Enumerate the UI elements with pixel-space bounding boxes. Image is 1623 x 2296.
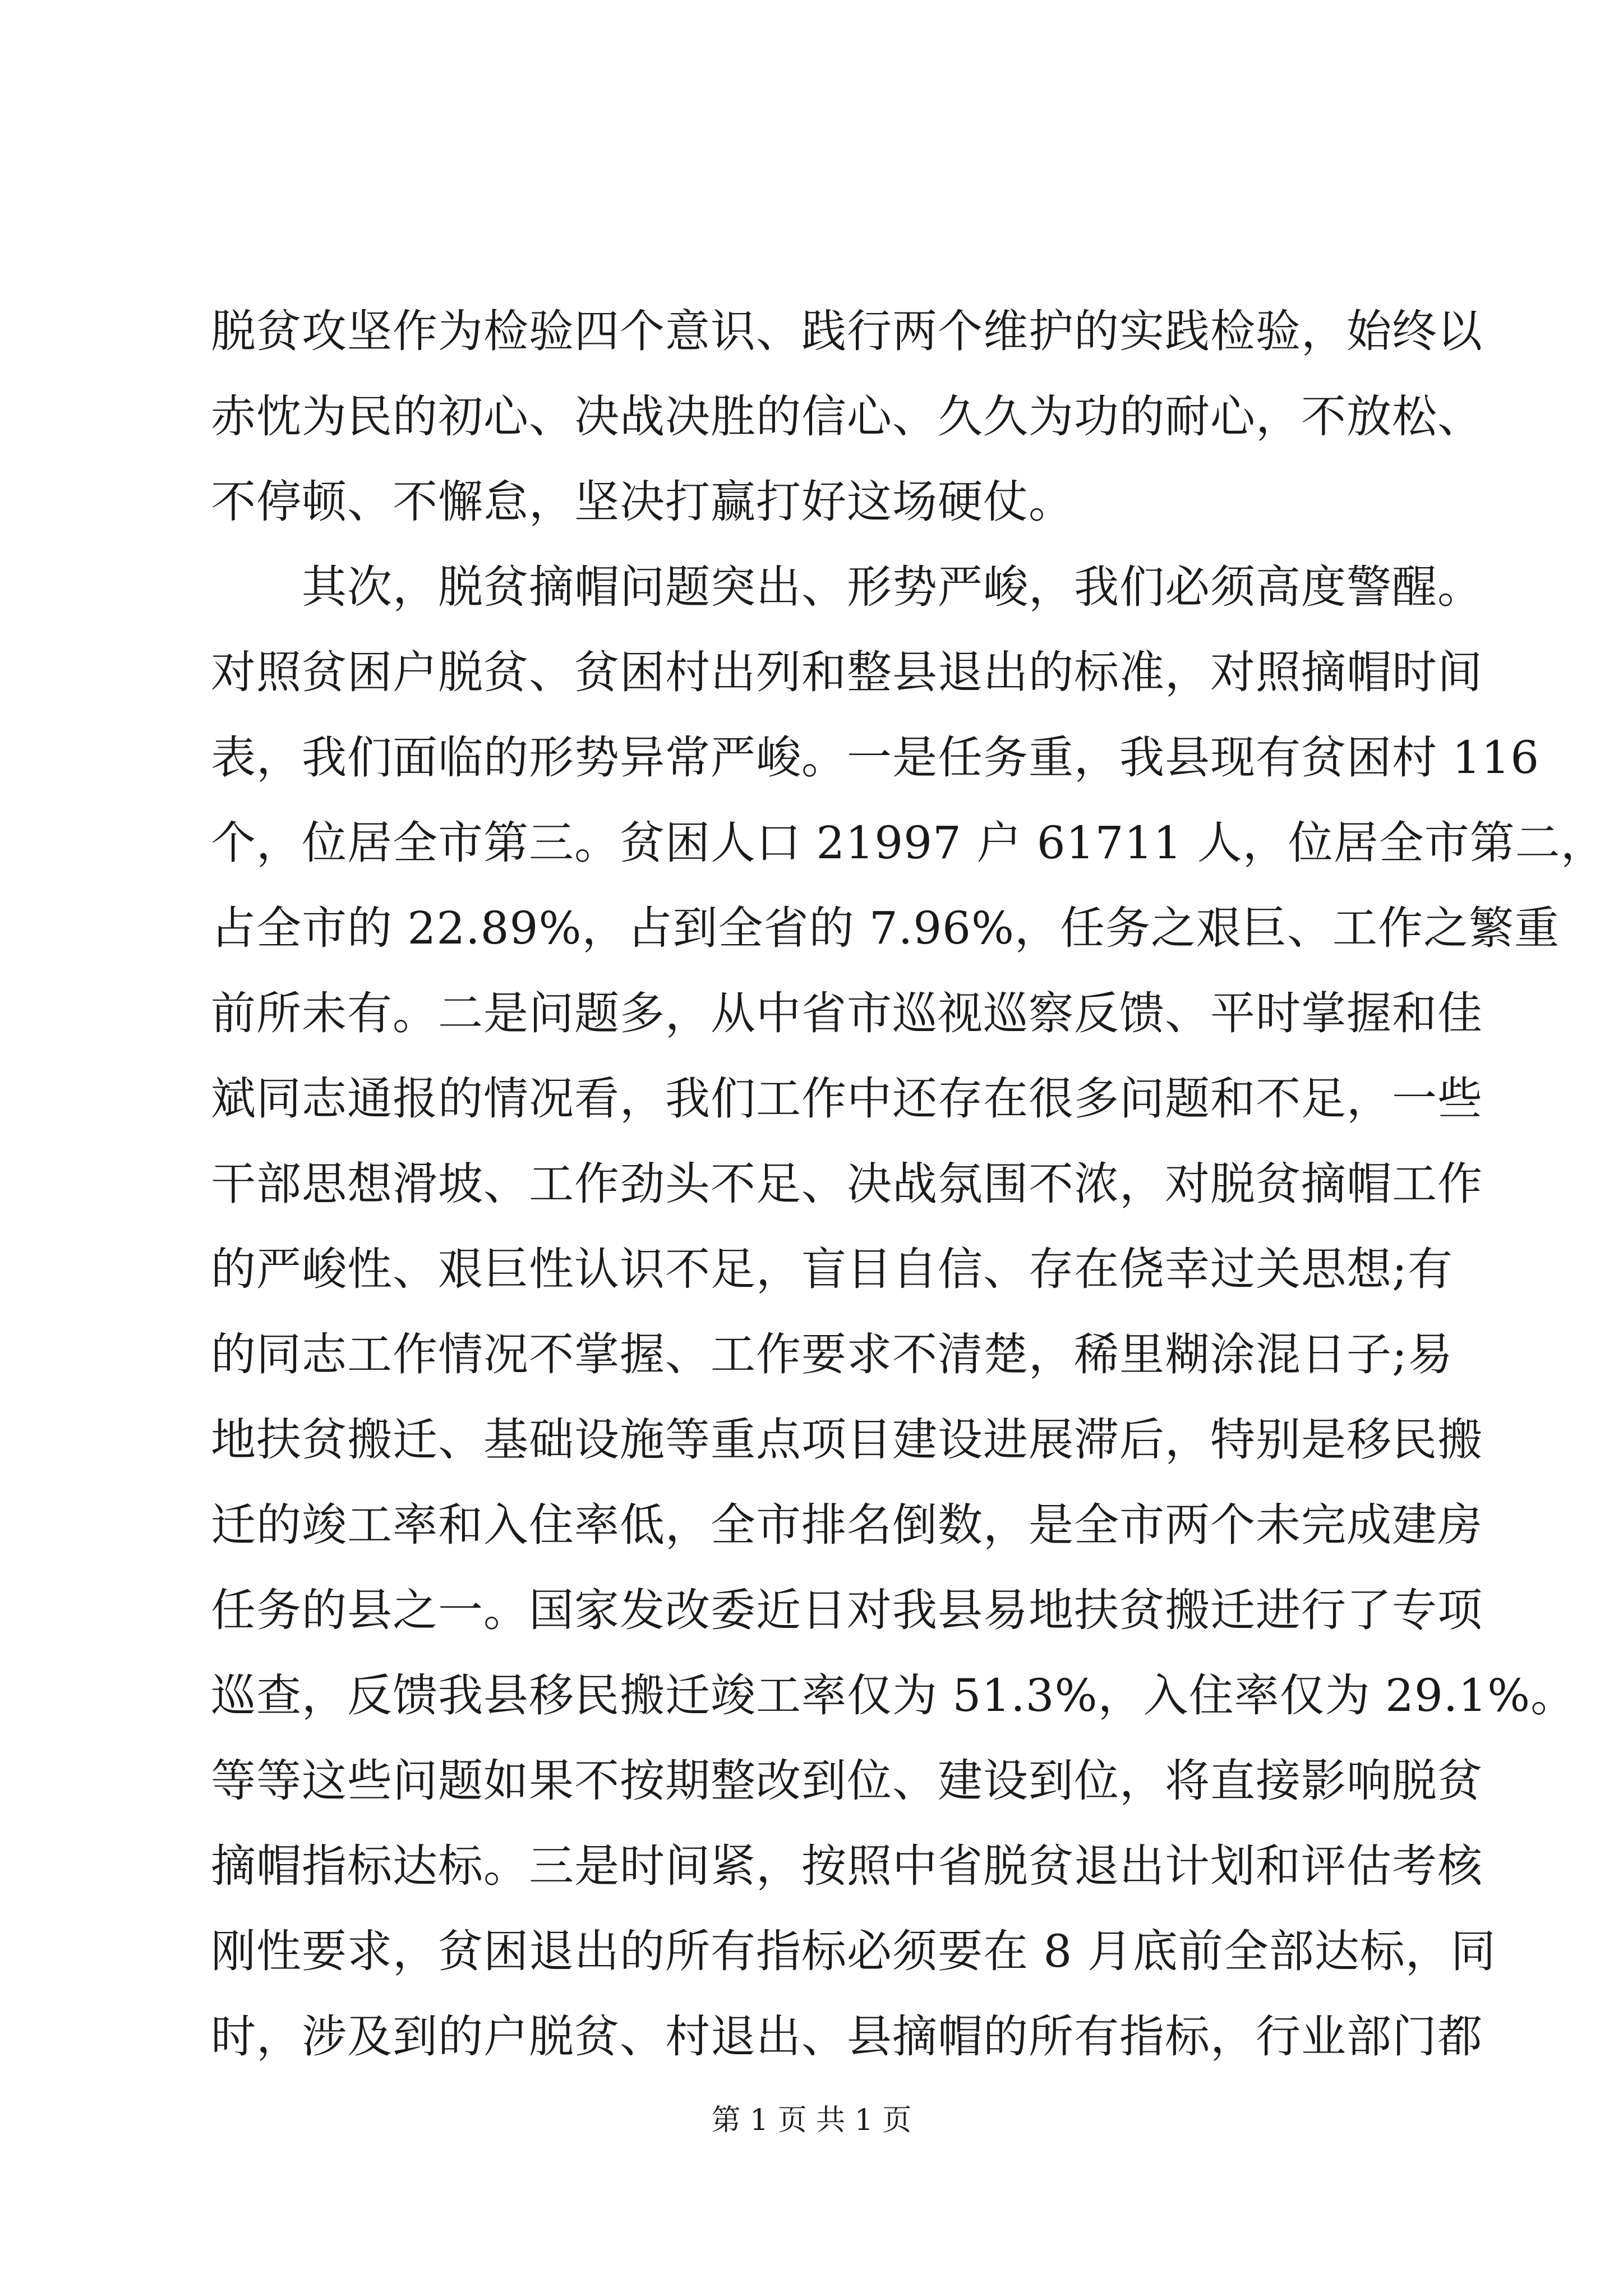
text-line: 干部思想滑坡、工作劲头不足、决战氛围不浓，对脱贫摘帽工作 [211, 1158, 1483, 1210]
body-text [211, 289, 1606, 2079]
text-line: 个，位居全市第三。贫困人口 21997 户 61711 人，位居全市第二， [211, 817, 1606, 869]
text-line: 摘帽指标达标。三是时间紧，按照中省脱贫退出计划和评估考核 [211, 1840, 1483, 1892]
text-line: 对照贫困户脱贫、贫困村出列和整县退出的标准，对照摘帽时间 [211, 646, 1483, 698]
text-line: 任务的县之一。国家发改委近日对我县易地扶贫搬迁进行了专项 [211, 1584, 1483, 1636]
text-line: 的同志工作情况不掌握、工作要求不清楚，稀里糊涂混日子;易 [211, 1328, 1453, 1381]
text-line: 的严峻性、艰巨性认识不足，盲目自信、存在侥幸过关思想;有 [211, 1243, 1453, 1295]
text-line: 占全市的 22.89%，占到全省的 7.96%，任务之艰巨、工作之繁重 [211, 902, 1560, 954]
text-line: 地扶贫搬迁、基础设施等重点项目建设进展滞后，特别是移民搬 [211, 1414, 1483, 1466]
text-line: 斌同志通报的情况看，我们工作中还存在很多问题和不足，一些 [211, 1073, 1483, 1125]
text-line: 刚性要求，贫困退出的所有指标必须要在 8 月底前全部达标，同 [211, 1925, 1496, 1977]
text-line: 不停顿、不懈怠，坚决打赢打好这场硬仗。 [211, 476, 1074, 528]
text-line: 表，我们面临的形势异常严峻。一是任务重，我县现有贫困村 116 [211, 731, 1540, 784]
text-line: 脱贫攻坚作为检验四个意识、践行两个维护的实践检验，始终以 [211, 305, 1483, 357]
text-line: 前所未有。二是问题多，从中省市巡视巡察反馈、平时掌握和佳 [211, 987, 1483, 1039]
page-footer: 第 1 页 共 1 页 [711, 2104, 912, 2137]
text-line: 赤忱为民的初心、决战决胜的信心、久久为功的耐心，不放松、 [211, 390, 1483, 443]
text-line: 巡查，反馈我县移民搬迁竣工率仅为 51.3%，入住率仅为 29.1%。 [211, 1669, 1576, 1722]
text-line: 其次，脱贫摘帽问题突出、形势严峻，我们必须高度警醒。 [211, 561, 1483, 613]
text-line: 等等这些问题如果不按期整改到位、建设到位，将直接影响脱贫 [211, 1755, 1483, 1807]
text-line: 时，涉及到的户脱贫、村退出、县摘帽的所有指标，行业部门都 [211, 2010, 1483, 2063]
text-line: 迁的竣工率和入住率低，全市排名倒数，是全市两个未完成建房 [211, 1499, 1483, 1551]
